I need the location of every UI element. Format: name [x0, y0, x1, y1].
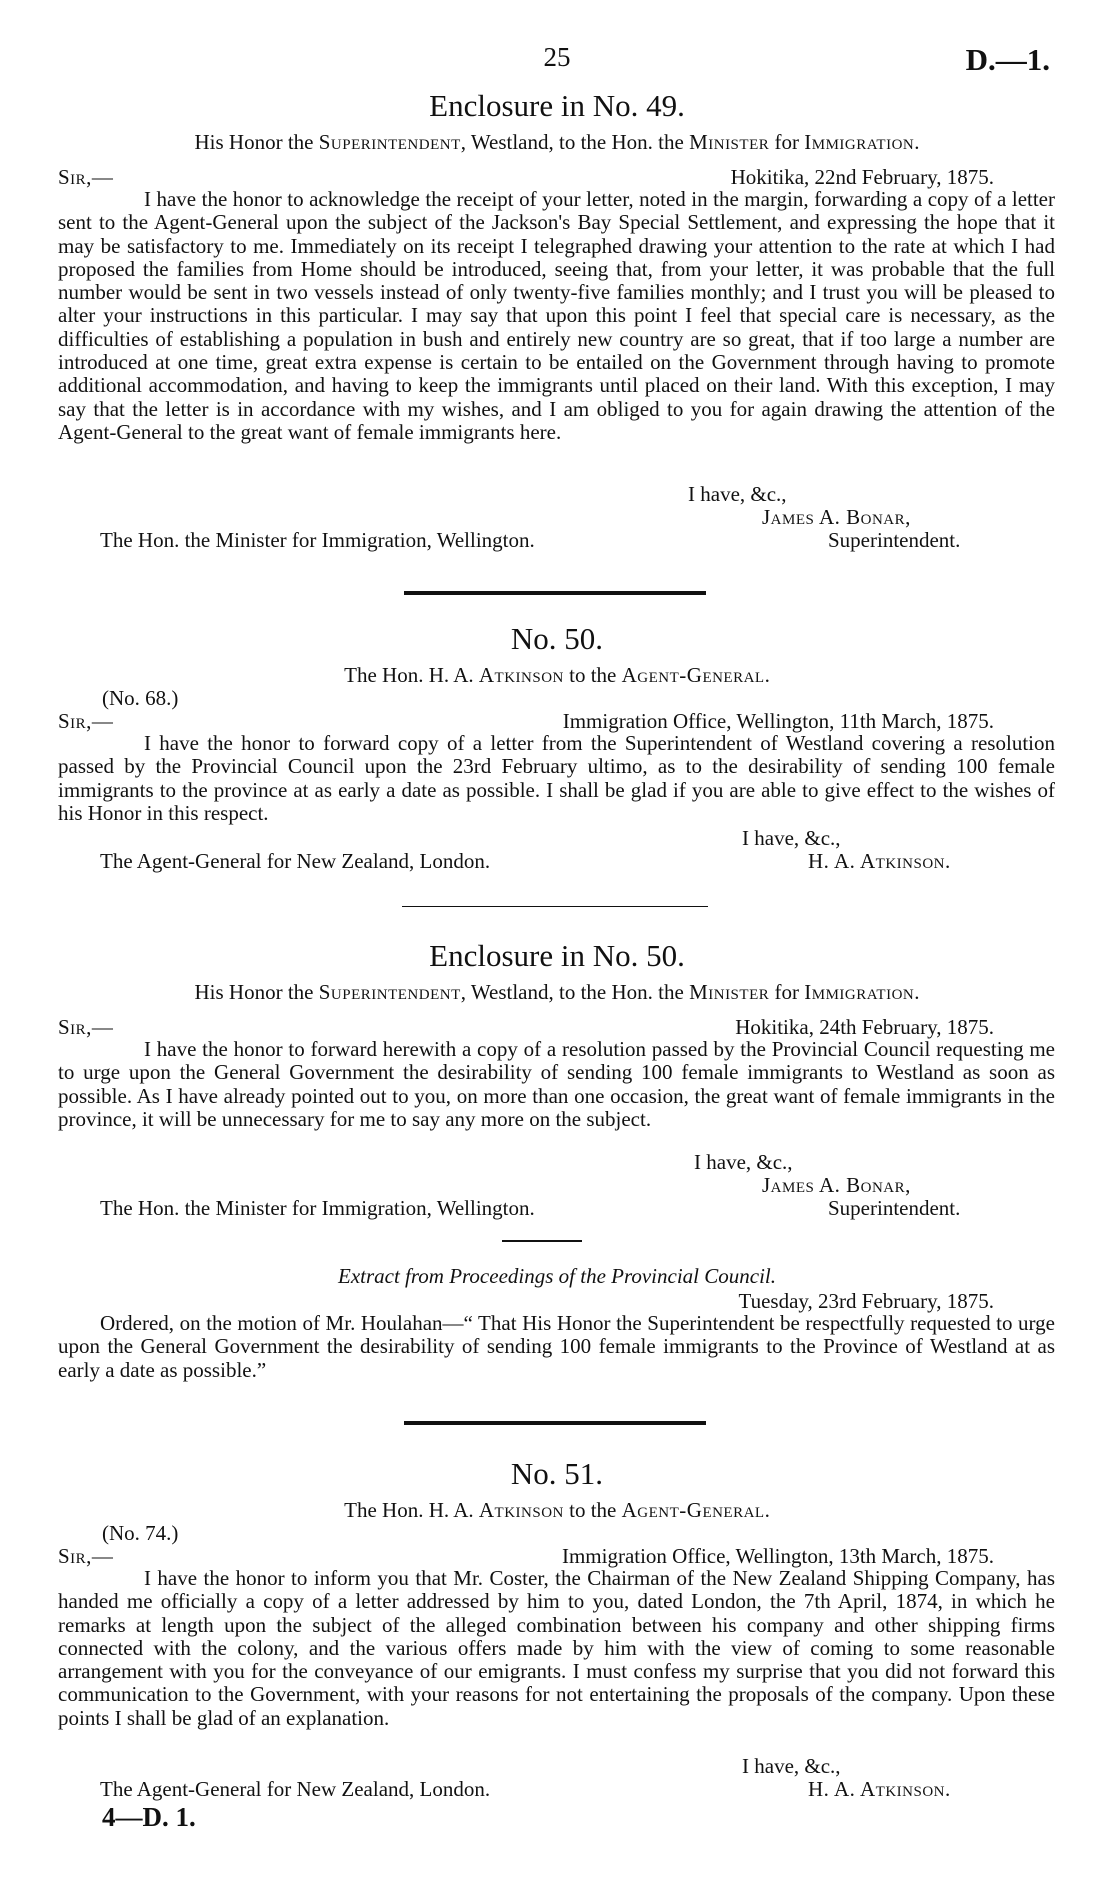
- extract-title: Extract from Proceedings of the Provincial Council.: [338, 1264, 776, 1288]
- from-text: to the: [563, 1498, 622, 1522]
- from-text: His Honor the: [194, 980, 319, 1004]
- document-reference: D.—1.: [965, 42, 1050, 77]
- from-title: Superintendent: [318, 980, 461, 1004]
- to-title: Agent-General: [621, 663, 765, 687]
- from-text: .: [914, 130, 920, 154]
- from-text: for: [769, 980, 805, 1004]
- reference-number: (No. 74.): [102, 1521, 179, 1545]
- section-title: Enclosure in No. 49.: [429, 88, 685, 123]
- salutation: Sir,—: [58, 1544, 114, 1568]
- from-text: .: [914, 980, 920, 1004]
- from-text: The Hon. H. A.: [344, 663, 479, 687]
- from-name: Atkinson: [478, 663, 564, 687]
- section-title: Enclosure in No. 50.: [429, 938, 685, 973]
- from-text: , Westland, to the Hon. the: [460, 980, 690, 1004]
- letter-from-to: [0, 663, 1114, 688]
- signer-title: Superintendent.: [828, 1196, 961, 1220]
- from-text: His Honor the: [194, 130, 319, 154]
- closing: I have, &c.,: [694, 1150, 793, 1174]
- closing: I have, &c.,: [742, 1754, 841, 1778]
- place-date: Immigration Office, Wellington, 13th March, 1875.: [561, 1544, 994, 1568]
- closing: I have, &c.,: [742, 826, 841, 850]
- to-title: Minister: [689, 130, 770, 154]
- from-name: Atkinson: [478, 1498, 564, 1522]
- letter-body: I have the honor to forward herewith a copy of a resolution passed by the Provincial Council requesting me to urge upon the General Government the desirability of sending 100 female immigrants to Westland as soon as possible. As I have already pointed out to you, on more than one occasion, the great want of female immigrants in the province, it will be unnecessary for me to say any more on the subject.: [58, 1037, 1055, 1131]
- letter-body: I have the honor to forward copy of a letter from the Superintendent of Westland covering a resolution passed by the Provincial Council upon the 23rd February ultimo, as to the desirability of sending 100 female immigrants to the province at as early a date as possible. I shall be glad if you are able to give effect to the wishes of his Honor in this respect.: [58, 731, 1055, 825]
- extract-date: Tuesday, 23rd February, 1875.: [738, 1289, 994, 1313]
- section-divider: [404, 591, 706, 595]
- from-text: .: [764, 663, 770, 687]
- letter-from-to: [0, 130, 1114, 155]
- from-text: for: [769, 130, 805, 154]
- short-divider: [502, 1240, 582, 1242]
- from-text: to the: [563, 663, 622, 687]
- section-divider: [402, 906, 708, 907]
- letter-from-to: [0, 1498, 1114, 1523]
- from-text: .: [764, 1498, 770, 1522]
- addressee: The Hon. the Minister for Immigration, Wellington.: [100, 1196, 535, 1220]
- from-title: Superintendent: [318, 130, 461, 154]
- addressee: The Agent-General for New Zealand, London.: [100, 1777, 491, 1801]
- signature-mark: 4—D. 1.: [102, 1802, 196, 1832]
- from-text: , Westland, to the Hon. the: [460, 130, 690, 154]
- page-number: 25: [543, 42, 571, 72]
- letter-from-to: [0, 980, 1114, 1005]
- to-title: Immigration: [804, 130, 915, 154]
- signer-name: H. A. Atkinson.: [808, 849, 951, 873]
- addressee: The Hon. the Minister for Immigration, Wellington.: [100, 528, 535, 552]
- to-title: Agent-General: [621, 1498, 765, 1522]
- signer-name: James A. Bonar,: [762, 505, 911, 529]
- place-date: Hokitika, 24th February, 1875.: [735, 1015, 994, 1039]
- letter-body: I have the honor to inform you that Mr. Coster, the Chairman of the New Zealand Shipping Company, has handed me officially a copy of a letter addressed by him to you, dated London, the 7th April, 1874, in which he remarks at length upon the subject of the alleged combination between his company and other shipping firms connected with the colony, and the various offers made by him with the view of coming to some reasonable arrangement with you for the conveyance of our emigrants. I must confess my surprise that you did not forward this communication to the Government, with your reasons for not entertaining the proposals of the company. Upon these points I shall be glad of an explanation.: [58, 1566, 1055, 1730]
- place-date: Hokitika, 22nd February, 1875.: [730, 165, 994, 189]
- section-title: No. 50.: [510, 621, 604, 656]
- signer-title: Superintendent.: [828, 528, 961, 552]
- salutation: Sir,—: [58, 165, 114, 189]
- letter-body: I have the honor to acknowledge the receipt of your letter, noted in the margin, forwarding a copy of a letter sent to the Agent-General upon the subject of the Jackson's Bay Special Settlement, and expressing the hope that it may be satisfactory to me. Immediately on its receipt I telegraphed drawing your attention to the rate at which I had proposed the families from Home should be introduced, seeing that, from your letter, it was probable that the full number would be sent in two vessels instead of only twenty-five families monthly; and I trust you will be pleased to alter your instructions in this particular. I may say that upon this point I feel that special care is necessary, as the difficulties of establishing a population in bush and entirely new country are so great, that if too large a number are introduced at one time, great extra expense is certain to be entailed on the Government through having to promote additional accommodation, and having to keep the immigrants until placed on their land. With this exception, I may say that the letter is in accordance with my wishes, and I am obliged to you for again drawing the attention of the Agent-General to the great want of female immigrants here.: [58, 187, 1055, 444]
- to-title: Minister: [689, 980, 770, 1004]
- extract-body: Ordered, on the motion of Mr. Houlahan—“ That His Honor the Superintendent be respectfully requested to urge upon the General Government the desirability of sending 100 female immigrants to the Province of Westland at as early a date as possible.”: [58, 1311, 1055, 1382]
- section-divider: [404, 1421, 706, 1425]
- reference-number: (No. 68.): [102, 686, 179, 710]
- signer-name: H. A. Atkinson.: [808, 1777, 951, 1801]
- salutation: Sir,—: [58, 1015, 114, 1039]
- addressee: The Agent-General for New Zealand, London.: [100, 849, 491, 873]
- place-date: Immigration Office, Wellington, 11th March, 1875.: [562, 709, 994, 733]
- signer-name: James A. Bonar,: [762, 1173, 911, 1197]
- to-title: Immigration: [804, 980, 915, 1004]
- closing: I have, &c.,: [688, 482, 787, 506]
- from-text: The Hon. H. A.: [344, 1498, 479, 1522]
- salutation: Sir,—: [58, 709, 114, 733]
- section-title: No. 51.: [510, 1456, 604, 1491]
